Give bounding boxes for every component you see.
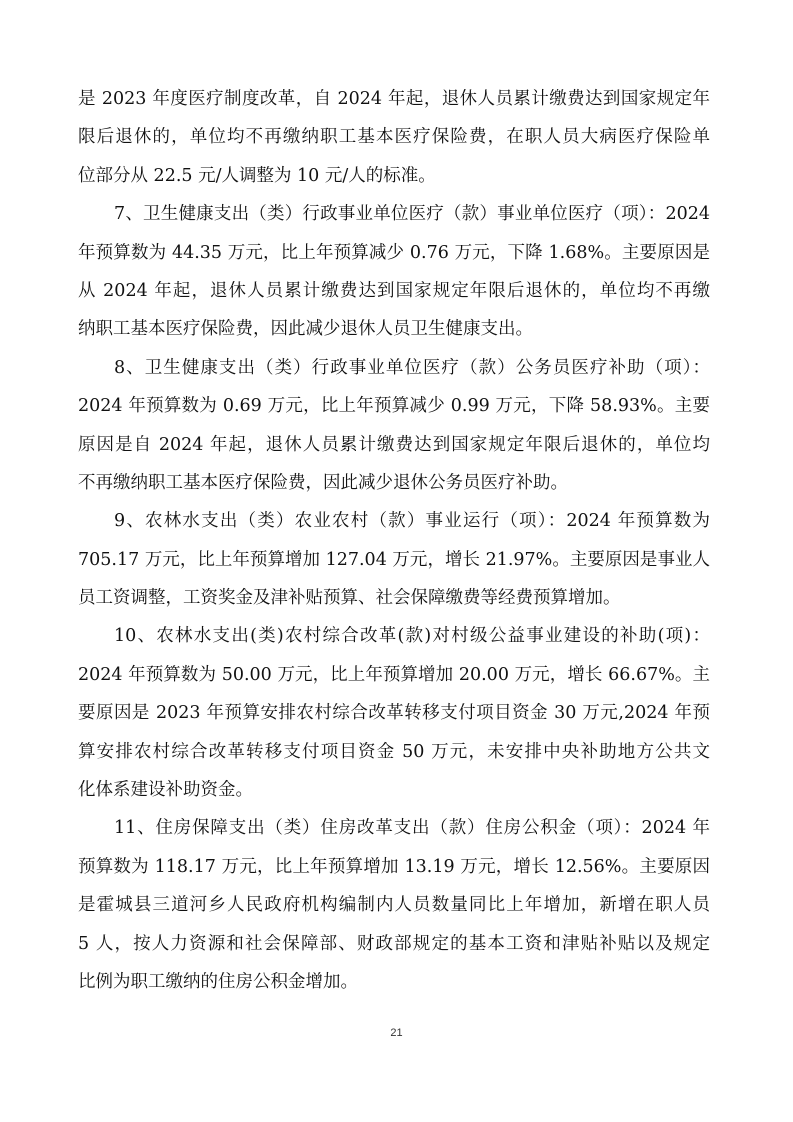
text-line: 是霍城县三道河乡人民政府机构编制内人员数量同比上年增加，新增在职人员 [78, 895, 710, 916]
text-line: 员工资调整，工资奖金及津补贴预算、社会保障缴费等经费预算增加。 [78, 588, 621, 609]
page-number: 21 [390, 1027, 403, 1039]
text-line: 不再缴纳职工基本医疗保险费，因此减少退休公务员医疗补助。 [78, 472, 568, 493]
text-line: 11、住房保障支出（类）住房改革支出（款）住房公积金（项）：2024 年 [114, 818, 710, 839]
text-line: 年预算数为 44.35 万元，比上年预算减少 0.76 万元，下降 1.68%。主要原因是 [78, 242, 710, 263]
paragraph-item-8 [78, 349, 710, 503]
text-line: 5 人，按人力资源和社会保障部、财政部规定的基本工资和津贴补贴以及规定 [78, 933, 710, 954]
paragraph-item-7 [78, 195, 710, 349]
paragraph-item-11 [78, 809, 710, 1001]
body-text [78, 80, 710, 1001]
text-line: 预算数为 118.17 万元，比上年预算增加 13.19 万元，增长 12.56%。主要原因 [78, 856, 710, 877]
text-line: 化体系建设补助资金。 [78, 780, 253, 801]
text-line: 8、卫生健康支出（类）行政事业单位医疗（款）公务员医疗补助（项）： [114, 357, 710, 378]
text-line: 从 2024 年起，退休人员累计缴费达到国家规定年限后退休的，单位均不再缴 [78, 280, 710, 301]
paragraph-item-10 [78, 617, 710, 809]
text-line: 纳职工基本医疗保险费，因此减少退休人员卫生健康支出。 [78, 319, 533, 340]
paragraph-continued [78, 80, 710, 195]
text-line: 位部分从 22.5 元/人调整为 10 元/人的标准。 [78, 165, 436, 186]
text-line: 7、卫生健康支出（类）行政事业单位医疗（款）事业单位医疗（项）：2024 [114, 204, 710, 225]
text-line: 原因是自 2024 年起，退休人员累计缴费达到国家规定年限后退休的，单位均 [78, 434, 710, 455]
text-line: 算安排农村综合改革转移支付项目资金 50 万元，未安排中央补助地方公共文 [78, 741, 710, 762]
paragraph-item-9 [78, 502, 710, 617]
text-line: 2024 年预算数为 50.00 万元，比上年预算增加 20.00 万元，增长 66.67%。主 [78, 664, 710, 685]
text-line: 限后退休的，单位均不再缴纳职工基本医疗保险费，在职人员大病医疗保险单 [78, 127, 710, 148]
text-line: 9、农林水支出（类）农业农村（款）事业运行（项）：2024 年预算数为 [114, 511, 710, 532]
text-line: 要原因是 2023 年预算安排农村综合改革转移支付项目资金 30 万元,2024 年预 [78, 703, 710, 724]
text-line: 2024 年预算数为 0.69 万元，比上年预算减少 0.99 万元，下降 58.93%。主要 [78, 396, 710, 417]
text-line: 是 2023 年度医疗制度改革，自 2024 年起，退休人员累计缴费达到国家规定年 [78, 89, 710, 109]
text-line: 比例为职工缴纳的住房公积金增加。 [78, 971, 358, 992]
text-line: 10、农林水支出(类)农村综合改革(款)对村级公益事业建设的补助(项)： [114, 626, 710, 647]
text-line: 705.17 万元，比上年预算增加 127.04 万元，增长 21.97%。主要原因是事业人 [78, 549, 710, 570]
